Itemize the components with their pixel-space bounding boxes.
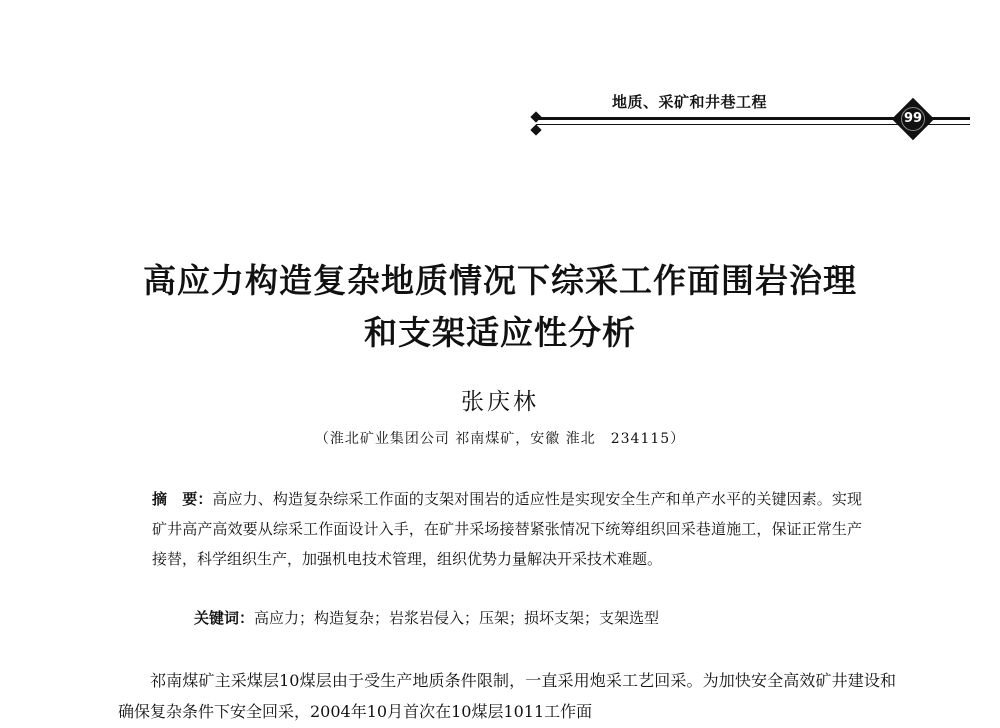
header-rule-diamond-icon <box>530 111 541 122</box>
header-rule-diamond-lower-icon <box>530 124 541 135</box>
page-number: 99 <box>903 111 923 126</box>
article-title-line-1: 高应力构造复杂地质情况下综采工作面围岩治理 <box>143 261 857 300</box>
abstract-text: 高应力、构造复杂综采工作面的支架对围岩的适应性是实现安全生产和单产水平的关键因素。实现矿井高产高效要从综采工作面设计入手，在矿井采场接替紧张情况下统筹组织回采巷道施工，保证正常生产接替，科学组织生产，加强机电技术管理，组织优势力量解决开采技术难题。 <box>152 490 862 568</box>
author-name: 张庆林 <box>461 389 539 415</box>
running-header-section: 地质、采矿和井巷工程 <box>612 93 768 111</box>
article-title-line-2: 和支架适应性分析 <box>364 313 636 352</box>
keywords <box>194 603 874 633</box>
abstract-label: 摘 要： <box>152 490 213 508</box>
article-title <box>100 255 900 359</box>
author-affiliation: （淮北矿业集团公司 祁南煤矿，安徽 淮北 234115） <box>314 431 686 447</box>
body-paragraph-text: 祁南煤矿主采煤层10煤层由于受生产地质条件限制，一直采用炮采工艺回采。为加快安全高效矿井建设和确保复杂条件下安全回采，2004年10月首次在10煤层1011工作面 <box>118 671 896 721</box>
body-paragraph <box>118 665 896 727</box>
abstract <box>152 484 862 574</box>
keywords-text: 高应力；构造复杂；岩浆岩侵入；压架；损坏支架；支架选型 <box>254 609 660 627</box>
keywords-label: 关键词： <box>194 609 255 627</box>
